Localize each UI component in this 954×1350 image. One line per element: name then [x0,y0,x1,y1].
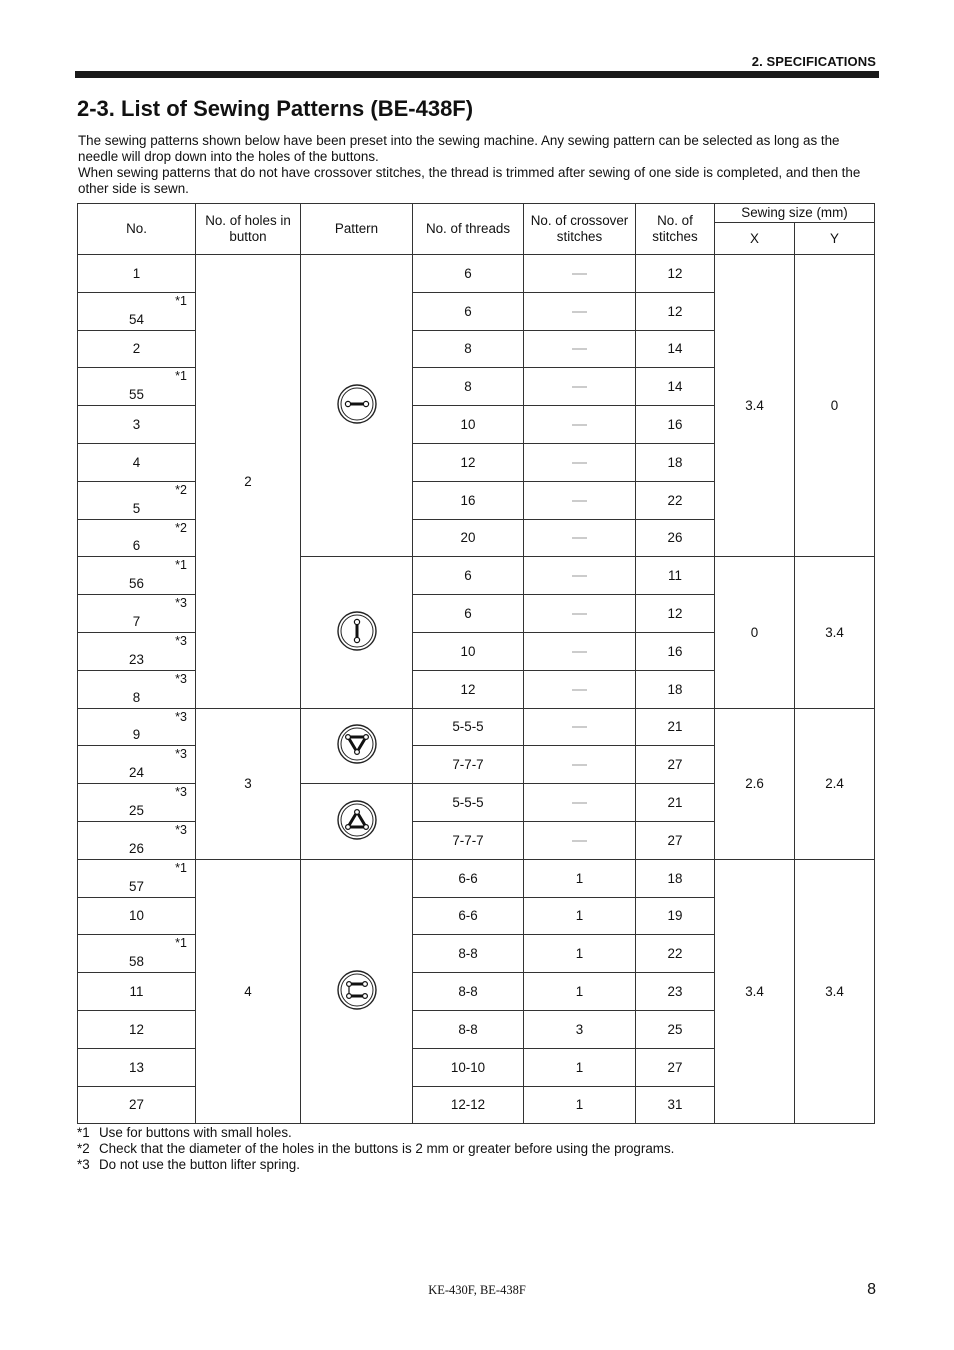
crossover-cell: 1 [524,935,636,973]
pattern-number-cell [78,595,196,633]
footnote-1 [77,1125,674,1141]
pattern-number: 23 [129,651,144,667]
page-title: 2-3. List of Sewing Patterns (BE-438F) [77,96,474,121]
footnote-marker: *3 [175,596,187,611]
threads-cell: 6 [413,292,524,330]
sewing-patterns-table [77,203,875,1124]
holes-count-cell: 3 [196,708,301,859]
stitches-cell: 14 [636,368,715,406]
size-x-cell: 3.4 [715,859,795,1124]
pattern-number-cell [78,255,196,293]
threads-cell: 7-7-7 [413,821,524,859]
threads-cell: 6 [413,595,524,633]
footnote-key: *1 [77,1125,90,1140]
header-no: No. [78,204,196,255]
threads-cell: 5-5-5 [413,784,524,822]
pattern-number: 3 [132,417,141,433]
crossover-cell: — [524,330,636,368]
pattern-number: 6 [132,538,141,554]
stitches-cell: 27 [636,746,715,784]
stitches-cell: 19 [636,897,715,935]
crossover-cell: — [524,255,636,293]
footnote-text: Use for buttons with small holes. [99,1125,292,1140]
crossover-cell: — [524,632,636,670]
pattern-number-cell [78,1048,196,1086]
stitches-cell: 18 [636,859,715,897]
table-row [78,859,875,897]
crossover-cell: — [524,443,636,481]
pattern-number-cell [78,935,196,973]
pattern-number: 13 [129,1059,144,1075]
pattern-number-cell [78,632,196,670]
pattern-number-cell [78,973,196,1011]
crossover-cell: — [524,708,636,746]
footnote-marker: *2 [175,482,187,497]
size-y-cell: 3.4 [795,859,875,1124]
size-x-cell: 3.4 [715,255,795,557]
threads-cell: 6 [413,557,524,595]
pattern-number: 54 [129,311,144,327]
footnote-marker: *1 [175,293,187,308]
crossover-cell: — [524,292,636,330]
threads-cell: 8-8 [413,935,524,973]
pattern-number-cell [78,519,196,557]
crossover-cell: 1 [524,973,636,1011]
intro-paragraph-2: When sewing patterns that do not have crossover stitches, the thread is trimmed after sewing of one side is completed, and then the other side is sewn. [78,165,861,196]
footnote-marker: *1 [175,936,187,951]
header-pattern: Pattern [301,204,413,255]
threads-cell: 10 [413,632,524,670]
size-y-cell: 3.4 [795,557,875,708]
stitches-cell: 22 [636,935,715,973]
intro-text [78,133,880,197]
pattern-number-cell [78,708,196,746]
pattern-number: 4 [132,454,141,470]
pattern-number-cell [78,821,196,859]
crossover-cell: — [524,481,636,519]
crossover-cell: — [524,746,636,784]
pattern-number: 5 [132,500,141,516]
size-y-cell: 2.4 [795,708,875,859]
threads-cell: 10-10 [413,1048,524,1086]
pattern-number-cell [78,330,196,368]
stitches-cell: 27 [636,1048,715,1086]
threads-cell: 12 [413,443,524,481]
pattern-number-cell [78,406,196,444]
pattern-number-cell [78,443,196,481]
pattern-number-cell [78,784,196,822]
footnote-marker: *3 [175,671,187,686]
crossover-cell: 1 [524,897,636,935]
pattern-number: 25 [129,802,144,818]
crossover-cell: 1 [524,1048,636,1086]
holes-count-cell: 2 [196,255,301,709]
two-hole-horizontal-icon [335,382,379,426]
stitches-cell: 18 [636,443,715,481]
section-label: 2. SPECIFICATIONS [751,54,876,69]
three-hole-triangle-up-icon [335,798,379,842]
four-hole-parallel-icon [335,968,379,1012]
pattern-number: 11 [129,984,144,1000]
footnote-key: *3 [77,1157,90,1172]
footnote-marker: *3 [175,822,187,837]
threads-cell: 12-12 [413,1086,524,1124]
pattern-number: 24 [129,765,144,781]
stitches-cell: 12 [636,292,715,330]
pattern-number: 10 [129,908,144,924]
pattern-number: 1 [132,265,141,281]
stitches-cell: 25 [636,1010,715,1048]
pattern-number: 2 [132,341,141,357]
threads-cell: 8-8 [413,1010,524,1048]
threads-cell: 6-6 [413,859,524,897]
header-x: X [715,223,795,255]
crossover-cell: — [524,557,636,595]
stitches-cell: 18 [636,670,715,708]
stitches-cell: 22 [636,481,715,519]
holes-count-cell: 4 [196,859,301,1124]
stitches-cell: 12 [636,255,715,293]
pattern-number-cell [78,859,196,897]
threads-cell: 20 [413,519,524,557]
threads-cell: 8-8 [413,973,524,1011]
stitches-cell: 16 [636,632,715,670]
size-y-cell: 0 [795,255,875,557]
stitches-cell: 26 [636,519,715,557]
crossover-cell: — [524,519,636,557]
pattern-number-cell [78,897,196,935]
pattern-number: 26 [129,840,144,856]
footnote-marker: *3 [175,709,187,724]
threads-cell: 5-5-5 [413,708,524,746]
footnote-2 [77,1141,674,1157]
three-hole-triangle-down-icon [335,722,379,766]
footnote-text: Check that the diameter of the holes in the buttons is 2 mm or greater before using the programs. [99,1141,675,1156]
header-stitches: No. of stitches [636,204,715,255]
pattern-number-cell [78,746,196,784]
footnote-marker: *2 [175,520,187,535]
pattern-number-cell [78,368,196,406]
threads-cell: 12 [413,670,524,708]
pattern-cell [301,255,413,557]
footnote-marker: *3 [175,785,187,800]
header-threads: No. of threads [413,204,524,255]
page-number: 8 [867,1281,876,1298]
pattern-number-cell [78,670,196,708]
footnote-text: Do not use the button lifter spring. [99,1157,300,1172]
pattern-number: 58 [129,954,144,970]
crossover-cell: — [524,821,636,859]
footnote-marker: *3 [175,747,187,762]
stitches-cell: 16 [636,406,715,444]
stitches-cell: 21 [636,784,715,822]
pattern-number: 8 [132,689,141,705]
header-y: Y [795,223,875,255]
footnotes [77,1125,674,1173]
pattern-number-cell [78,1086,196,1124]
stitches-cell: 23 [636,973,715,1011]
threads-cell: 7-7-7 [413,746,524,784]
threads-cell: 6-6 [413,897,524,935]
crossover-cell: 1 [524,1086,636,1124]
threads-cell: 8 [413,330,524,368]
pattern-number: 57 [129,878,144,894]
crossover-cell: — [524,670,636,708]
pattern-number: 12 [129,1021,144,1037]
pattern-number: 27 [129,1097,144,1113]
pattern-number-cell [78,292,196,330]
footnote-marker: *1 [175,369,187,384]
threads-cell: 8 [413,368,524,406]
table-row [78,255,875,293]
crossover-cell: — [524,368,636,406]
size-x-cell: 2.6 [715,708,795,859]
header-rule [75,71,879,78]
header-sewing-size: Sewing size (mm) [715,204,875,223]
table-row [78,708,875,746]
stitches-cell: 11 [636,557,715,595]
crossover-cell: — [524,406,636,444]
pattern-number: 55 [129,387,144,403]
threads-cell: 16 [413,481,524,519]
pattern-number: 56 [129,576,144,592]
footnote-marker: *1 [175,558,187,573]
header-holes: No. of holes in button [196,204,301,255]
pattern-number: 7 [132,613,141,629]
crossover-cell: — [524,595,636,633]
pattern-cell [301,784,413,860]
crossover-cell: 1 [524,859,636,897]
pattern-number: 9 [132,727,141,743]
footnote-marker: *1 [175,860,187,875]
pattern-number-cell [78,1010,196,1048]
pattern-cell [301,557,413,708]
pattern-number-cell [78,481,196,519]
footnote-3 [77,1157,674,1173]
stitches-cell: 27 [636,821,715,859]
intro-paragraph-1: The sewing patterns shown below have been preset into the sewing machine. Any sewing pattern can be selected as long as the needle will drop down into the holes of the buttons. [78,133,840,164]
table-body [78,255,875,1124]
threads-cell: 6 [413,255,524,293]
stitches-cell: 21 [636,708,715,746]
threads-cell: 10 [413,406,524,444]
footer-model: KE-430F, BE-438F [428,1283,526,1297]
footnote-marker: *3 [175,633,187,648]
crossover-cell: — [524,784,636,822]
footnote-key: *2 [77,1141,90,1156]
size-x-cell: 0 [715,557,795,708]
stitches-cell: 12 [636,595,715,633]
pattern-number-cell [78,557,196,595]
stitches-cell: 31 [636,1086,715,1124]
two-hole-vertical-icon [335,609,379,653]
pattern-cell [301,859,413,1124]
header-crossover: No. of crossover stitches [524,204,636,255]
crossover-cell: 3 [524,1010,636,1048]
stitches-cell: 14 [636,330,715,368]
pattern-cell [301,708,413,784]
